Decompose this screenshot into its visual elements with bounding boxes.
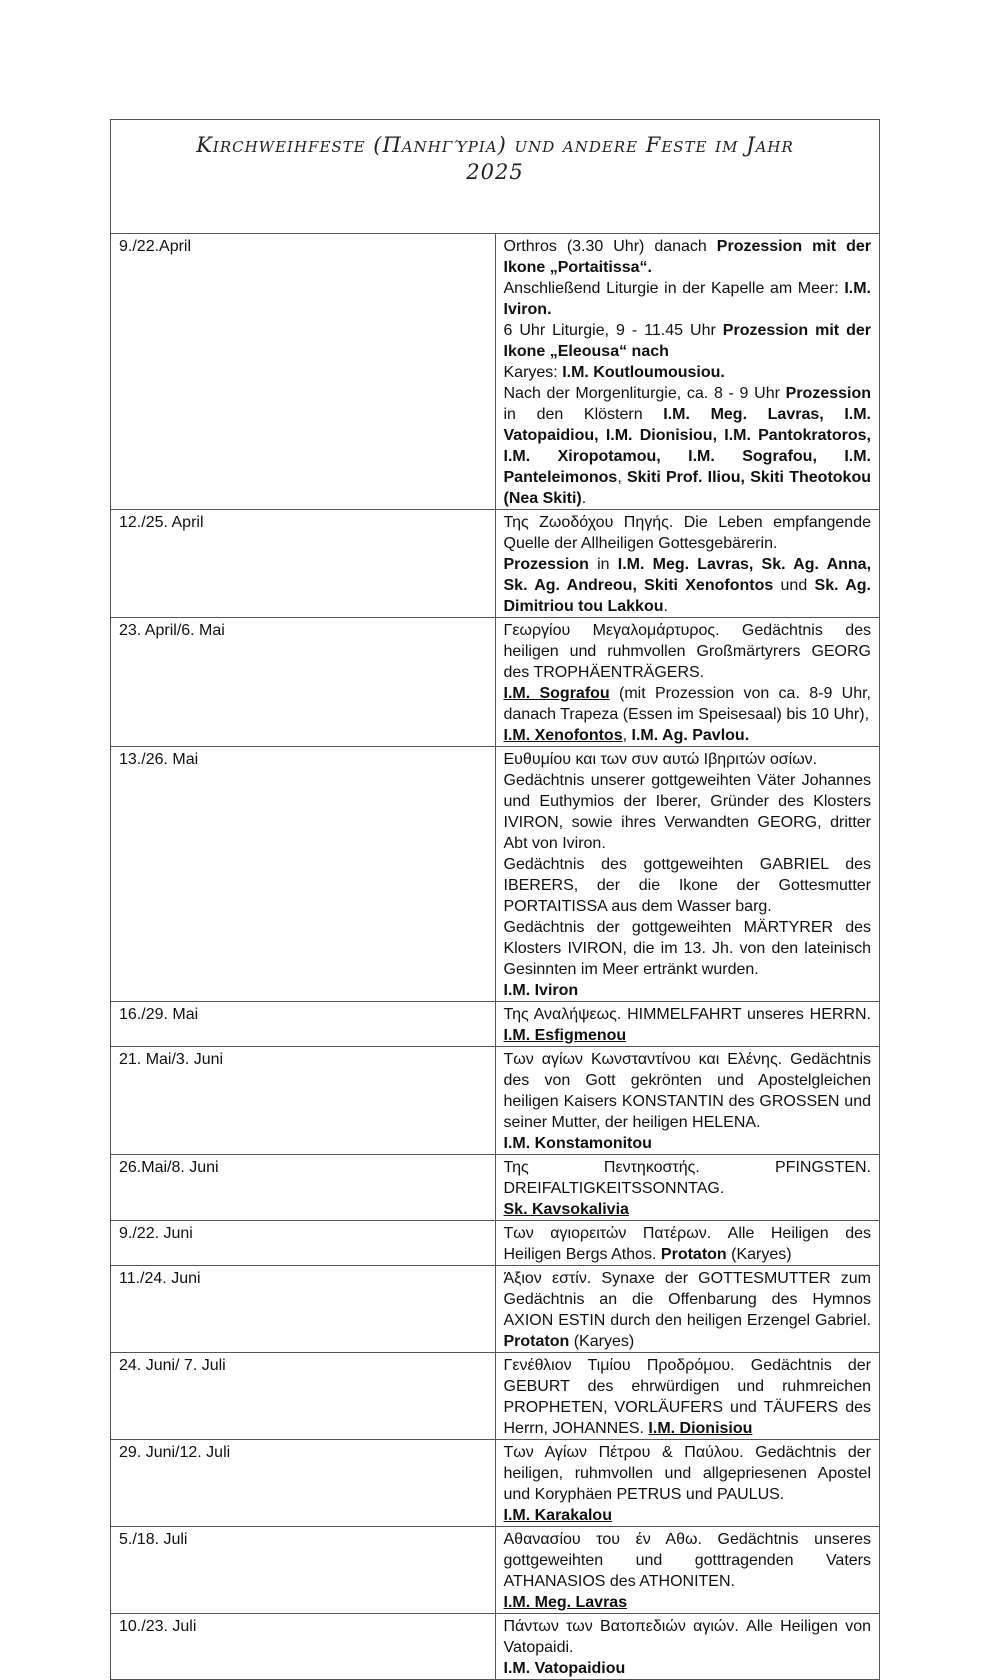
feast-description — [495, 618, 880, 747]
description-text: Karyes: — [503, 364, 563, 381]
description-paragraph — [504, 512, 872, 554]
feast-row — [111, 1002, 880, 1047]
description-paragraph — [504, 278, 872, 320]
feast-description — [495, 747, 880, 1002]
monastery-name: I.M. Ag. Pavlou. — [631, 727, 750, 744]
feast-description — [495, 1353, 880, 1440]
description-paragraph — [504, 362, 872, 383]
monastery-name: I.M. Koutloumousiou. — [562, 364, 725, 381]
feast-description — [495, 1440, 880, 1527]
description-paragraph — [504, 917, 872, 980]
description-paragraph — [504, 1049, 872, 1133]
description-paragraph — [504, 554, 872, 617]
description-paragraph — [504, 1004, 872, 1046]
monastery-name: I.M. Meg. Lavras, Sk. Ag. Anna, Sk. Ag. Andreou, Skiti Xenofontos — [503, 556, 872, 594]
description-text: und — [773, 577, 815, 594]
description-text: Των αγιορειτών Πατέρων. Alle Heiligen des Heiligen Bergs Athos. — [503, 1225, 871, 1263]
description-text: . Die Leben empfangende Quelle der Allheiligen Gottesgebärerin. — [503, 514, 872, 552]
description-text: Αθανασίου του έν Αθω. Gedächtnis unseres gottgeweihten und gotttragenden Vaters ATHANASIOS des ATHONITEN. — [503, 1531, 871, 1590]
description-paragraph — [504, 1505, 872, 1526]
description-text: in — [588, 556, 618, 573]
description-text: . — [581, 490, 587, 507]
feast-description — [495, 1047, 880, 1155]
feast-description — [495, 234, 880, 510]
description-paragraph — [504, 1658, 872, 1679]
description-paragraph — [504, 980, 872, 1001]
feast-row — [111, 1440, 880, 1527]
monastery-name: Prozession — [503, 556, 589, 573]
description-paragraph — [504, 1199, 872, 1220]
monastery-name: I.M. Meg. Lavras, I.M. Vatopaidiou, I.M. Dionisiou, I.M. Pantokratoros, I.M. Xiropotamou, I.M. Sografou, I.M. Panteleimonos — [503, 406, 871, 486]
monastery-name: I.M. Xenofontos — [503, 727, 623, 744]
monastery-name: I.M. Vatopaidiou — [503, 1660, 626, 1677]
feast-date: 21. Mai/3. Juni — [111, 1047, 496, 1155]
feast-table — [110, 119, 880, 1680]
description-text: Της Ζωοδόχου Πηγής — [503, 514, 669, 531]
description-text: (Karyes) — [726, 1246, 792, 1263]
monastery-name: Skiti Prof. Iliou, Skiti Theotokou (Nea Skiti) — [503, 469, 871, 507]
description-text: (mit Prozession von ca. 8-9 Uhr, danach Trapeza (Essen im Speisesaal) bis 10 Uhr), — [503, 685, 871, 723]
feast-row — [111, 1266, 880, 1353]
title-line-1: Kirchweihfeste (Πανηγύρια) und andere Feste im Jahr — [196, 133, 794, 157]
document-title — [111, 120, 880, 234]
description-text: . — [663, 598, 668, 615]
monastery-name: I.M. Iviron — [503, 982, 579, 999]
description-paragraph — [504, 1616, 872, 1658]
feast-description — [495, 1527, 880, 1614]
monastery-name: I.M. Iviron. — [503, 280, 871, 318]
feast-row — [111, 1155, 880, 1221]
feast-date: 9./22.April — [111, 234, 496, 510]
feast-row — [111, 234, 880, 510]
description-text: Της Αναλήψεως. HIMMELFAHRT unseres HERRN. — [503, 1006, 871, 1023]
description-paragraph — [504, 749, 872, 770]
description-text: Γενέθλιον Τιμίου Προδρόμου. Gedächtnis der GEBURT des ehrwürdigen und ruhmreichen PROPHETEN, VORLÄUFERS und TÄUFERS des Herrn, JOHANNES. — [503, 1357, 871, 1437]
description-text: Των Αγίων Πέτρου & Παύλου. Gedächtnis der heiligen, ruhmvollen und allgepriesenen Apostel und Koryphäen PETRUS und PAULUS. — [503, 1444, 871, 1503]
description-paragraph — [504, 1157, 872, 1199]
feast-calendar-page — [110, 119, 880, 1680]
description-text: Orthros (3.30 Uhr) danach — [503, 238, 717, 255]
feast-row — [111, 747, 880, 1002]
title-row — [111, 120, 880, 234]
description-text: Ευθυμίου και των συν αυτώ Ιβηριτών οσίων. — [503, 751, 818, 768]
monastery-name: Prozession — [785, 385, 871, 402]
title-line-2: 2025 — [466, 160, 524, 184]
feast-date: 24. Juni/ 7. Juli — [111, 1353, 496, 1440]
feast-date: 11./24. Juni — [111, 1266, 496, 1353]
feast-description — [495, 1002, 880, 1047]
monastery-name: Protaton — [503, 1333, 570, 1350]
description-paragraph — [504, 1355, 872, 1439]
monastery-name: I.M. Esfigmenou — [503, 1027, 627, 1044]
description-text: Πάντων των Βατοπεδιών αγιών. Alle Heiligen von Vatopaidi. — [503, 1618, 871, 1656]
feast-row — [111, 1614, 880, 1680]
feast-date: 26.Mai/8. Juni — [111, 1155, 496, 1221]
feast-date: 12./25. April — [111, 510, 496, 618]
monastery-name: Protaton — [660, 1246, 727, 1263]
description-text: Gedächtnis unserer gottgeweihten Väter Johannes und Euthymios der Iberer, Gründer des Klosters IVIRON, sowie ihres Verwandten GEORG, dritter Abt von Iviron. — [503, 772, 871, 852]
feast-row — [111, 1353, 880, 1440]
monastery-name: I.M. Konstamonitou — [503, 1135, 652, 1152]
feast-date: 29. Juni/12. Juli — [111, 1440, 496, 1527]
monastery-name: Prozession — [716, 238, 803, 255]
feast-date: 16./29. Mai — [111, 1002, 496, 1047]
feast-row — [111, 618, 880, 747]
description-text: , — [622, 727, 632, 744]
monastery-name: I.M. Dionisiou — [648, 1420, 753, 1437]
description-paragraph — [504, 854, 872, 917]
feast-date: 5./18. Juli — [111, 1527, 496, 1614]
description-text: (Karyes) — [569, 1333, 635, 1350]
feast-row — [111, 510, 880, 618]
monastery-name: mit der Ikone „Portaitissa“. — [503, 238, 871, 276]
feast-row — [111, 1527, 880, 1614]
description-text: Γεωργίου Μεγαλομάρτυρος. Gedächtnis des heiligen und ruhmvollen Großmärtyrers GEORG des TROPHÄENTRÄGERS. — [503, 622, 871, 681]
description-paragraph — [504, 383, 872, 509]
monastery-name: Sk. Kavsokalivia — [503, 1201, 629, 1218]
description-paragraph — [504, 725, 872, 746]
description-text: in den Klöstern — [503, 406, 664, 423]
description-text: 6 Uhr Liturgie, 9 - 11.45 Uhr — [503, 322, 723, 339]
description-text: Άξιον εστίν. Synaxe der GOTTESMUTTER zum Gedächtnis an die Offenbarung des Hymnos AXION ESTIN durch den heiligen Erzengel Gabriel. — [503, 1270, 871, 1329]
description-text: Της Πεντηκοστής. PFINGSTEN. DREIFALTIGKEITSSONNTAG. — [503, 1159, 871, 1197]
feast-description — [495, 510, 880, 618]
description-text: , — [617, 469, 627, 486]
description-text: Gedächtnis des gottgeweihten GABRIEL des IBERERS, der die Ikone der Gottesmutter PORTAITISSA aus dem Wasser barg. — [503, 856, 871, 915]
feast-row — [111, 1047, 880, 1155]
description-paragraph — [504, 1442, 872, 1505]
description-paragraph — [504, 770, 872, 854]
description-paragraph — [504, 1529, 872, 1592]
description-paragraph — [504, 1268, 872, 1352]
description-paragraph — [504, 320, 872, 362]
feast-date: 23. April/6. Mai — [111, 618, 496, 747]
description-paragraph — [504, 683, 872, 725]
monastery-name: I.M. Sografou — [503, 685, 610, 702]
description-paragraph — [504, 1223, 872, 1265]
description-paragraph — [504, 620, 872, 683]
feast-description — [495, 1614, 880, 1680]
feast-date: 9./22. Juni — [111, 1221, 496, 1266]
monastery-name: mit der Ikone „Eleousa“ nach — [503, 322, 872, 360]
description-text: Των αγίων Κωνσταντίνου και Ελένης. Gedächtnis des von Gott gekrönten und Apostelgleichen heiligen Kaisers KONSTANTIN des GROSSEN und seiner Mutter, der heiligen HELENA. — [503, 1051, 871, 1131]
description-text: Anschließend Liturgie in der Kapelle am Meer: — [503, 280, 845, 297]
monastery-name: I.M. Karakalou — [503, 1507, 612, 1524]
feast-date: 10./23. Juli — [111, 1614, 496, 1680]
description-paragraph — [504, 1133, 872, 1154]
monastery-name: I.M. Meg. Lavras — [503, 1594, 628, 1611]
monastery-name: Prozession — [722, 322, 809, 339]
feast-description — [495, 1155, 880, 1221]
feast-description — [495, 1266, 880, 1353]
feast-row — [111, 1221, 880, 1266]
description-paragraph — [504, 1592, 872, 1613]
monastery-name: Sk. Ag. Dimitriou tou Lakkou — [503, 577, 871, 615]
description-paragraph — [504, 236, 872, 278]
feast-date: 13./26. Mai — [111, 747, 496, 1002]
description-text: Gedächtnis der gottgeweihten MÄRTYRER des Klosters IVIRON, die im 13. Jh. von den lateinisch Gesinnten im Meer ertränkt wurden. — [503, 919, 871, 978]
feast-description — [495, 1221, 880, 1266]
description-text: Nach der Morgenliturgie, ca. 8 - 9 Uhr — [503, 385, 786, 402]
